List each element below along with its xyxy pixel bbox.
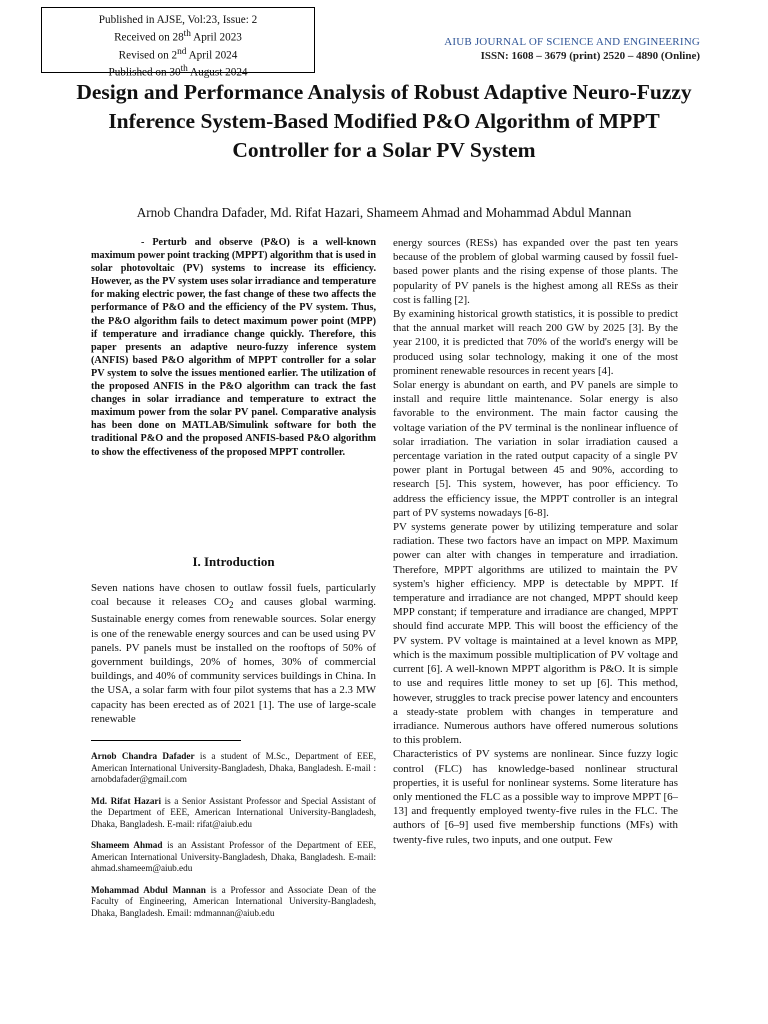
footnote-divider <box>91 740 241 741</box>
left-column <box>91 236 376 919</box>
bio-name: Mohammad Abdul Mannan <box>91 884 206 895</box>
published-sup: th <box>180 64 188 75</box>
bio-text: is a student of M.Sc., Department of EEE, American International University-Bangladesh, Dhaka, Bangladesh. E-mail : arnobdafader@gmail.com <box>91 751 376 784</box>
body-paragraph: Solar energy is abundant on earth, and PV panels are simple to install and require little maintenance. Solar energy is also favorable to the environment. The main factor causing the voltage variation of the PV terminal is the nonlinear influence of solar irradiation. The variation in solar irradiation caused a percentage variation in the rated output capacity of a single PV power plant in Portugal between 45 and 90%, according to research [5]. This system, however, has poor efficiency. To address the efficiency issue, the MPPT controller is an integral part of PV systems nowadays [6-8]. <box>393 379 678 519</box>
intro-paragraph <box>91 581 376 726</box>
co2-subscript: 2 <box>228 600 234 611</box>
author-list: Arnob Chandra Dafader, Md. Rifat Hazari, Shameem Ahmad and Mohammad Abdul Mannan <box>136 205 632 220</box>
body-paragraph: energy sources (RESs) has expanded over the past ten years because of the problem of global warming caused by fossil fuel-based power plants and the rising expense of those plants. The popularity of PV panels is the highest among all RESs as their cost is falling [2]. <box>393 237 678 306</box>
journal-name: AIUB JOURNAL OF SCIENCE AND ENGINEERING <box>444 36 700 48</box>
right-column <box>393 236 678 847</box>
received-text: Received on 28 <box>114 31 184 44</box>
bio-name: Md. Rifat Hazari <box>91 795 162 806</box>
introduction-text <box>91 581 376 726</box>
revised-sup: nd <box>177 46 187 57</box>
author-bio <box>91 796 376 831</box>
bio-text: is a Senior Assistant Professor and Special Assistant of the Department of EEE, American International University-Bangladesh, Dhaka, Bangladesh. E-mail: rifat@aiub.edu <box>91 795 376 829</box>
pub-revised <box>46 45 310 63</box>
abstract: - Perturb and observe (P&O) is a well-known maximum power point tracking (MPPT) algorithm that is used in solar photovoltaic (PV) systems to increase its efficiency. However, as the PV system uses solar irradiance and temperature for making electric power, the fast change of these two affects the performance of P&O and the efficiency of the PV system. Thus, the P&O algorithm fails to detect maximum power point (MPP) if temperature and irradiance change quickly. Therefore, this paper presents an adaptive neuro-fuzzy inference system (ANFIS) based P&O algorithm of MPPT controller for a solar PV system to solve the issues mentioned earlier. The utilization of the proposed ANFIS in the P&O algorithm can track the fast changes in solar irradiance and temperature to extract the maximum power from the solar PV panel. Comparative analysis has been done on MATLAB/Simulink software for both the traditional P&O and the proposed ANFIS-based P&O algorithm to show the effectiveness of the proposed MPPT controller. <box>91 237 376 458</box>
revised-month: April 2024 <box>186 49 238 62</box>
paper-title: Design and Performance Analysis of Robust Adaptive Neuro-Fuzzy Inference System-Based Modified P&O Algorithm of MPPT Controller for a Solar PV System <box>76 80 692 162</box>
revised-text: Revised on 2 <box>118 49 178 62</box>
published-text: Published on 30 <box>108 67 181 80</box>
body-paragraph: Characteristics of PV systems are nonlinear. Since fuzzy logic control (FLC) has knowledge-based nonlinear structural properties, it is useful for nonlinear systems. Some literature has only mentioned the FLC as a possible way to improve MPPT [6–13] and frequently employed twenty-five rules in the FLC. The authors of [6–9] used five membership functions (MFs) with twenty-five rules, two inputs, and one output. Few <box>393 748 678 846</box>
author-bio <box>91 751 376 786</box>
author-bio <box>91 840 376 875</box>
section-heading-introduction: I. Introduction <box>192 553 275 569</box>
intro-part-a: Seven nations have chosen to outlaw fossil fuels, particularly coal because it releases CO <box>91 581 376 608</box>
pub-volume: Published in AJSE, Vol:23, Issue: 2 <box>98 14 258 26</box>
body-paragraph: PV systems generate power by utilizing temperature and solar radiation. These two factors have an impact on MPP. Maximum power can alter with changes in temperature and irradiation. Therefore, MPPT algorithms are utilized to maintain the PV system's higher efficiency. MPP is detectable by MPPT. If temperature and irradiance are not changed, MPPT should keep MPP constant; if temperature and irradiance are changed, MPPT should find accurate MPP. This will boost the efficiency of the PV system. PV voltage is maintained at a level known as MPP, which is the maximum possible multiplication of PV voltage and current [6]. A well-known MPPT algorithm is P&O. It is simple to use and requires little money to set up [6]. This method, however, struggles to track precise power latency and encounters a steady-state problem with changes in temperature and irradiance. Numerous authors have offered numerous solutions to this problem. <box>393 521 678 747</box>
bio-name: Shameem Ahmad <box>91 840 163 850</box>
pub-received <box>46 27 310 45</box>
body-paragraph: By examining historical growth statistics, it is possible to predict that the annual market will reach 200 GW by 2025 [3]. By the year 2100, it is predicted that 70% of the world's energy will be produced using solar technology, making it one of the most prominent renewable resources in recent years [4]. <box>393 308 678 377</box>
bio-text: is a Professor and Associate Dean of the Faculty of Engineering, American International University-Bangladesh, Dhaka, Bangladesh. Email: mdmannan@aiub.edu <box>91 884 376 918</box>
publication-info-box <box>41 7 315 80</box>
intro-part-b: and causes global warming. Sustainable energy comes from renewable sources. Solar energy is one of the renewable energy sources and can be used using PV panels. PV panels must be installed on the rooftops of 50% of government buildings, 20% of homes, 30% of commercial buildings, and 40% of community services buildings in China. In the USA, a solar farm with four pilot systems that has a 2.3 MW capacity has been erected as of 2021 [1]. The use of large-scale renewable <box>91 596 376 725</box>
author-bio <box>91 885 376 920</box>
journal-issn: ISSN: 1608 – 3679 (print) 2520 – 4890 (Online) <box>480 50 700 62</box>
bio-name: Arnob Chandra Dafader <box>91 751 195 761</box>
bio-text: is an Assistant Professor of the Department of EEE, American International University-Bangladesh, Dhaka, Bangladesh. E-mail: ahmad.shameem@aiub.edu <box>91 840 376 873</box>
received-month: April 2023 <box>190 31 242 44</box>
journal-header <box>444 35 700 63</box>
received-sup: th <box>183 29 191 39</box>
published-month: August 2024 <box>187 67 248 80</box>
